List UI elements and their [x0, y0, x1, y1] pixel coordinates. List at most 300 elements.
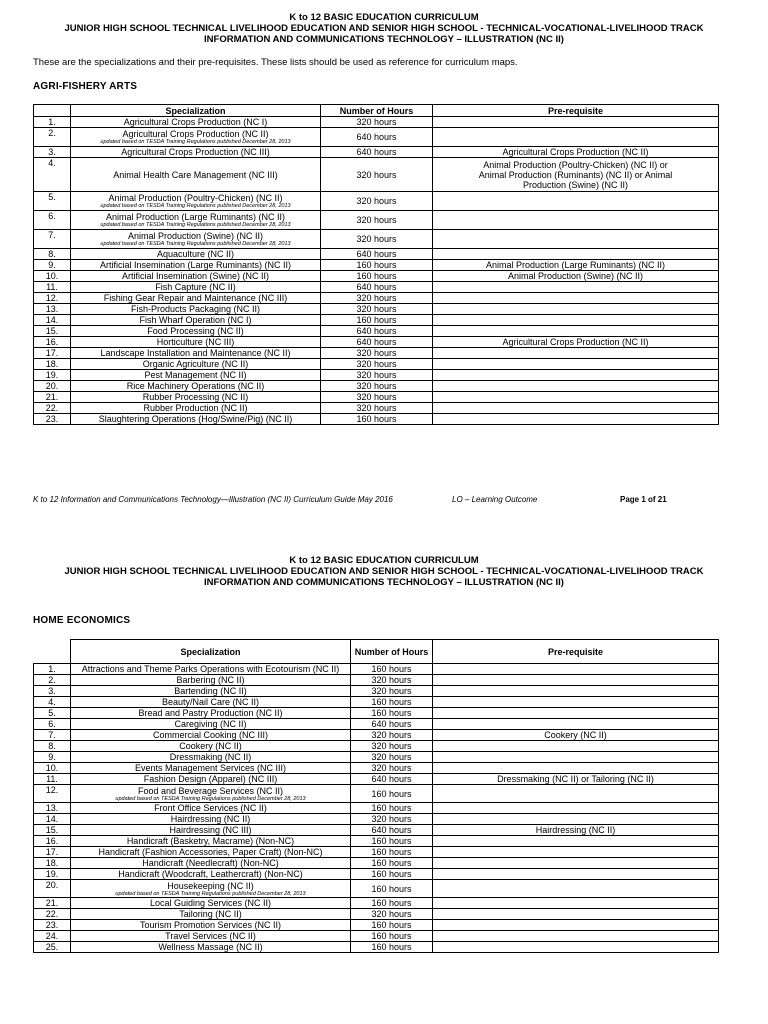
prerequisite-cell [433, 304, 719, 315]
specialization-cell [71, 752, 351, 763]
specialization-cell [71, 847, 351, 858]
update-note: updated based on TESDA Training Regulations published December 28, 2013 [115, 890, 306, 897]
hours-cell: 320 hours [351, 763, 433, 774]
prerequisite-cell [433, 814, 719, 825]
row-number: 9. [34, 260, 71, 271]
specialization-name: Events Management Services (NC III) [134, 763, 287, 773]
table-row [34, 359, 719, 370]
table-row [34, 293, 719, 304]
hours-cell: 160 hours [351, 697, 433, 708]
row-number: 24. [34, 931, 71, 942]
prerequisite-cell [433, 664, 719, 675]
hours-cell: 160 hours [321, 271, 433, 282]
table-header-specialization: Specialization [71, 640, 351, 664]
specialization-name: Attractions and Theme Parks Operations with Ecotourism (NC II) [81, 664, 340, 674]
hours-cell: 320 hours [321, 158, 433, 192]
row-number: 23. [34, 414, 71, 425]
prerequisite-cell [433, 869, 719, 880]
row-number: 4. [34, 697, 71, 708]
specialization-cell [71, 337, 321, 348]
prerequisite-cell [433, 708, 719, 719]
table-header-specialization: Specialization [71, 105, 321, 117]
specialization-name: Beauty/Nail Care (NC II) [161, 697, 260, 707]
hours-cell: 320 hours [321, 211, 433, 230]
table-row [34, 741, 719, 752]
update-note: updated based on TESDA Training Regulations published December 28, 2013 [115, 795, 306, 802]
specialization-name: Artificial Insemination (Swine) (NC II) [121, 271, 270, 281]
table-row [34, 158, 719, 192]
table-row [34, 337, 719, 348]
specialization-cell [71, 763, 351, 774]
specialization-name: Hairdressing (NC II) [170, 814, 251, 824]
table-header-prerequisite: Pre-requisite [433, 640, 719, 664]
hours-cell: 640 hours [351, 774, 433, 785]
table-row [34, 348, 719, 359]
row-number: 19. [34, 869, 71, 880]
table-row [34, 730, 719, 741]
table-row [34, 370, 719, 381]
specialization-name: Tourism Promotion Services (NC II) [139, 920, 282, 930]
hours-cell: 320 hours [321, 117, 433, 128]
specialization-cell [71, 686, 351, 697]
prerequisite-cell [433, 315, 719, 326]
specialization-name: Landscape Installation and Maintenance (NC II) [100, 348, 291, 358]
specialization-cell [71, 293, 321, 304]
specialization-cell [71, 697, 351, 708]
row-number: 15. [34, 326, 71, 337]
specialization-name: Food and Beverage Services (NC II) [137, 785, 284, 796]
specialization-cell [71, 117, 321, 128]
prerequisite-cell [433, 293, 719, 304]
row-number: 16. [34, 337, 71, 348]
specialization-name: Local Guiding Services (NC II) [149, 898, 272, 908]
row-number: 12. [34, 293, 71, 304]
header-line-3: INFORMATION AND COMMUNICATIONS TECHNOLOGY – ILLUSTRATION (NC II) [204, 577, 564, 588]
specialization-cell [71, 315, 321, 326]
specialization-name: Front Office Services (NC II) [154, 803, 267, 813]
row-number: 16. [34, 836, 71, 847]
specialization-cell [71, 825, 351, 836]
row-number: 14. [34, 814, 71, 825]
specialization-cell [71, 920, 351, 931]
table-row [34, 814, 719, 825]
specialization-cell [71, 858, 351, 869]
prerequisite-cell [433, 880, 719, 898]
specialization-name: Barbering (NC II) [176, 675, 245, 685]
row-number: 2. [34, 128, 71, 147]
table-row [34, 211, 719, 230]
hours-cell: 320 hours [321, 192, 433, 211]
specialization-cell [71, 128, 321, 147]
row-number: 5. [34, 192, 71, 211]
hours-cell: 320 hours [321, 304, 433, 315]
prerequisite-cell [433, 719, 719, 730]
hours-cell: 160 hours [351, 847, 433, 858]
specialization-cell [71, 211, 321, 230]
prerequisite-cell [433, 282, 719, 293]
row-number: 22. [34, 909, 71, 920]
table-row [34, 282, 719, 293]
specialization-name: Horticulture (NC III) [156, 337, 235, 347]
hours-cell: 160 hours [321, 315, 433, 326]
row-number: 8. [34, 741, 71, 752]
specialization-cell [71, 359, 321, 370]
hours-cell: 640 hours [351, 825, 433, 836]
row-number: 25. [34, 942, 71, 953]
specialization-cell [71, 880, 351, 898]
specialization-cell [71, 403, 321, 414]
table-row [34, 942, 719, 953]
prerequisite-cell [433, 326, 719, 337]
table-row [34, 381, 719, 392]
specialization-cell [71, 719, 351, 730]
table-row [34, 304, 719, 315]
row-number: 18. [34, 858, 71, 869]
table-row [34, 697, 719, 708]
specialization-name: Handicraft (Fashion Accessories, Paper Craft) (Non-NC) [98, 847, 323, 857]
row-number: 1. [34, 664, 71, 675]
home-economics-table [33, 639, 719, 953]
table-row [34, 803, 719, 814]
prerequisite-cell [433, 359, 719, 370]
specialization-name: Rice Machinery Operations (NC II) [126, 381, 265, 391]
header-line-2: JUNIOR HIGH SCHOOL TECHNICAL LIVELIHOOD EDUCATION AND SENIOR HIGH SCHOOL - TECHNICAL-VOCATIONAL-LIVELIHOOD TRACK [64, 23, 704, 34]
prerequisite-cell: Animal Production (Swine) (NC II) [433, 271, 719, 282]
row-number: 20. [34, 880, 71, 898]
specialization-name: Animal Production (Large Ruminants) (NC II) [105, 212, 286, 222]
specialization-name: Hairdressing (NC III) [169, 825, 252, 835]
page-header-2 [0, 555, 768, 588]
row-number: 15. [34, 825, 71, 836]
prerequisite-cell [433, 675, 719, 686]
prerequisite-cell [433, 392, 719, 403]
table-row [34, 719, 719, 730]
table-row [34, 403, 719, 414]
specialization-cell [71, 370, 321, 381]
row-number: 3. [34, 686, 71, 697]
row-number: 8. [34, 249, 71, 260]
footer-page-number: Page 1 of 21 [620, 495, 667, 504]
table-row [34, 392, 719, 403]
specialization-name: Slaughtering Operations (Hog/Swine/Pig) (NC II) [98, 414, 293, 424]
specialization-name: Pest Management (NC II) [144, 370, 247, 380]
specialization-cell [71, 304, 321, 315]
specialization-name: Organic Agriculture (NC II) [142, 359, 249, 369]
table-row [34, 785, 719, 803]
specialization-name: Artificial Insemination (Large Ruminants) (NC II) [99, 260, 292, 270]
specialization-name: Rubber Processing (NC II) [142, 392, 249, 402]
table-row [34, 825, 719, 836]
specialization-name: Fishing Gear Repair and Maintenance (NC III) [103, 293, 288, 303]
prerequisite-cell [433, 847, 719, 858]
table-row [34, 858, 719, 869]
specialization-name: Dressmaking (NC II) [169, 752, 252, 762]
prerequisite-cell [433, 741, 719, 752]
hours-cell: 320 hours [351, 909, 433, 920]
prerequisite-cell [433, 370, 719, 381]
table-row [34, 752, 719, 763]
prerequisite-cell [433, 931, 719, 942]
hours-cell: 320 hours [321, 230, 433, 249]
specialization-cell [71, 869, 351, 880]
prerequisite-cell [433, 211, 719, 230]
hours-cell: 320 hours [321, 293, 433, 304]
specialization-name: Animal Health Care Management (NC III) [113, 169, 278, 180]
table-row [34, 664, 719, 675]
update-note: updated based on TESDA Training Regulations published December 28, 2013 [100, 203, 291, 209]
table-row [34, 315, 719, 326]
prerequisite-cell: Agricultural Crops Production (NC II) [433, 147, 719, 158]
row-number: 10. [34, 763, 71, 774]
row-number: 19. [34, 370, 71, 381]
specialization-cell [71, 898, 351, 909]
specialization-name: Wellness Massage (NC II) [158, 942, 263, 952]
hours-cell: 640 hours [321, 128, 433, 147]
table-header-number [34, 640, 71, 664]
row-number: 17. [34, 847, 71, 858]
row-number: 10. [34, 271, 71, 282]
hours-cell: 640 hours [321, 249, 433, 260]
specialization-cell [71, 708, 351, 719]
hours-cell: 160 hours [351, 836, 433, 847]
table-row [34, 869, 719, 880]
row-number: 21. [34, 898, 71, 909]
prerequisite-cell [433, 697, 719, 708]
row-number: 14. [34, 315, 71, 326]
row-number: 18. [34, 359, 71, 370]
prerequisite-cell [433, 192, 719, 211]
specialization-cell [71, 803, 351, 814]
table-row [34, 909, 719, 920]
table-row [34, 230, 719, 249]
specialization-cell [71, 158, 321, 192]
specialization-cell [71, 230, 321, 249]
update-note: updated based on TESDA Training Regulations published December 28, 2013 [100, 241, 291, 247]
hours-cell: 320 hours [321, 359, 433, 370]
table-row [34, 260, 719, 271]
hours-cell: 320 hours [321, 403, 433, 414]
specialization-name: Handicraft (Basketry, Macrame) (Non-NC) [126, 836, 295, 846]
table-row [34, 847, 719, 858]
table-row [34, 836, 719, 847]
specialization-cell [71, 271, 321, 282]
hours-cell: 640 hours [351, 719, 433, 730]
specialization-name: Rubber Production (NC II) [143, 403, 248, 413]
prerequisite-cell [433, 249, 719, 260]
hours-cell: 320 hours [351, 814, 433, 825]
row-number: 3. [34, 147, 71, 158]
row-number: 9. [34, 752, 71, 763]
row-number: 20. [34, 381, 71, 392]
hours-cell: 160 hours [351, 803, 433, 814]
row-number: 11. [34, 774, 71, 785]
intro-text: These are the specializations and their pre-requisites. These lists should be used as reference for curriculum maps. [33, 57, 518, 68]
specialization-cell [71, 814, 351, 825]
footer-guide: K to 12 Information and Communications Technology—Illustration (NC II) Curriculum Guide May 2016 [33, 495, 393, 504]
table-row [34, 880, 719, 898]
hours-cell: 160 hours [321, 260, 433, 271]
table-header-number [34, 105, 71, 117]
specialization-cell [71, 785, 351, 803]
hours-cell: 160 hours [351, 880, 433, 898]
table-row [34, 128, 719, 147]
hours-cell: 320 hours [351, 752, 433, 763]
header-line-1: K to 12 BASIC EDUCATION CURRICULUM [289, 12, 479, 23]
prerequisite-cell [433, 348, 719, 359]
prerequisite-cell [433, 686, 719, 697]
hours-cell: 160 hours [351, 785, 433, 803]
hours-cell: 320 hours [351, 675, 433, 686]
specialization-name: Cookery (NC II) [179, 741, 242, 751]
prerequisite-cell [433, 763, 719, 774]
table-row [34, 192, 719, 211]
hours-cell: 160 hours [351, 931, 433, 942]
prerequisite-cell [433, 898, 719, 909]
section-title-agri: AGRI-FISHERY ARTS [33, 81, 138, 92]
hours-cell: 160 hours [351, 898, 433, 909]
specialization-cell [71, 909, 351, 920]
specialization-cell [71, 260, 321, 271]
specialization-cell [71, 836, 351, 847]
footer-lo: LO – Learning Outcome [452, 495, 538, 504]
prerequisite-cell [433, 858, 719, 869]
specialization-name: Aquaculture (NC II) [156, 249, 235, 259]
hours-cell: 160 hours [351, 708, 433, 719]
hours-cell: 160 hours [351, 858, 433, 869]
hours-cell: 320 hours [321, 381, 433, 392]
specialization-name: Food Processing (NC II) [147, 326, 244, 336]
row-number: 1. [34, 117, 71, 128]
table-row [34, 686, 719, 697]
table-row [34, 147, 719, 158]
prerequisite-cell [433, 403, 719, 414]
specialization-cell [71, 392, 321, 403]
prerequisite-cell [433, 836, 719, 847]
specialization-name: Bread and Pastry Production (NC II) [138, 708, 283, 718]
prerequisite-cell [433, 414, 719, 425]
hours-cell: 160 hours [351, 664, 433, 675]
table-row [34, 271, 719, 282]
prerequisite-cell: Animal Production (Poultry-Chicken) (NC II) or Animal Production (Ruminants) (NC II) or Animal Production (Swine) (NC II) [433, 158, 719, 192]
row-number: 5. [34, 708, 71, 719]
specialization-name: Fashion Design (Apparel) (NC III) [143, 774, 278, 784]
prerequisite-cell: Hairdressing (NC II) [433, 825, 719, 836]
row-number: 13. [34, 304, 71, 315]
table-row [34, 931, 719, 942]
hours-cell: 640 hours [321, 282, 433, 293]
table-row [34, 675, 719, 686]
prerequisite-cell: Agricultural Crops Production (NC II) [433, 337, 719, 348]
table-row [34, 326, 719, 337]
prerequisite-cell [433, 942, 719, 953]
table-row [34, 117, 719, 128]
specialization-name: Fish Capture (NC II) [155, 282, 236, 292]
specialization-cell [71, 326, 321, 337]
specialization-name: Agricultural Crops Production (NC II) [122, 129, 269, 139]
specialization-name: Commercial Cooking (NC III) [152, 730, 269, 740]
specialization-cell [71, 741, 351, 752]
prerequisite-cell: Animal Production (Large Ruminants) (NC II) [433, 260, 719, 271]
row-number: 23. [34, 920, 71, 931]
specialization-cell [71, 249, 321, 260]
hours-cell: 320 hours [321, 392, 433, 403]
specialization-cell [71, 414, 321, 425]
hours-cell: 640 hours [321, 147, 433, 158]
row-number: 7. [34, 230, 71, 249]
hours-cell: 320 hours [351, 741, 433, 752]
specialization-cell [71, 730, 351, 741]
prerequisite-cell [433, 381, 719, 392]
row-number: 17. [34, 348, 71, 359]
table-row [34, 708, 719, 719]
prerequisite-cell [433, 920, 719, 931]
hours-cell: 320 hours [321, 370, 433, 381]
hours-cell: 640 hours [321, 337, 433, 348]
update-note: updated based on TESDA Training Regulations published December 28, 2013 [100, 139, 291, 145]
row-number: 12. [34, 785, 71, 803]
row-number: 21. [34, 392, 71, 403]
specialization-name: Caregiving (NC II) [174, 719, 247, 729]
row-number: 13. [34, 803, 71, 814]
prerequisite-cell: Cookery (NC II) [433, 730, 719, 741]
header-line-1: K to 12 BASIC EDUCATION CURRICULUM [289, 555, 479, 566]
specialization-name: Agricultural Crops Production (NC I) [123, 117, 268, 127]
row-number: 6. [34, 211, 71, 230]
header-line-3: INFORMATION AND COMMUNICATIONS TECHNOLOGY – ILLUSTRATION (NC II) [204, 34, 564, 45]
specialization-name: Fish Wharf Operation (NC I) [139, 315, 252, 325]
header-line-2: JUNIOR HIGH SCHOOL TECHNICAL LIVELIHOOD EDUCATION AND SENIOR HIGH SCHOOL - TECHNICAL-VOCATIONAL-LIVELIHOOD TRACK [64, 566, 704, 577]
row-number: 2. [34, 675, 71, 686]
hours-cell: 640 hours [321, 326, 433, 337]
table-header-hours: Number of Hours [321, 105, 433, 117]
row-number: 7. [34, 730, 71, 741]
table-row [34, 249, 719, 260]
specialization-name: Tailoring (NC II) [179, 909, 242, 919]
update-note: updated based on TESDA Training Regulations published December 28, 2013 [100, 222, 291, 228]
specialization-name: Housekeeping (NC II) [167, 880, 254, 891]
prerequisite-cell [433, 785, 719, 803]
hours-cell: 160 hours [321, 414, 433, 425]
table-row [34, 414, 719, 425]
table-row [34, 774, 719, 785]
specialization-cell [71, 282, 321, 293]
specialization-cell [71, 381, 321, 392]
prerequisite-cell [433, 803, 719, 814]
specialization-name: Bartending (NC II) [174, 686, 247, 696]
specialization-cell [71, 931, 351, 942]
specialization-cell [71, 675, 351, 686]
prerequisite-cell [433, 128, 719, 147]
row-number: 22. [34, 403, 71, 414]
specialization-name: Handicraft (Woodcraft, Leathercraft) (Non-NC) [118, 869, 303, 879]
specialization-name: Handicraft (Needlecraft) (Non-NC) [142, 858, 279, 868]
hours-cell: 320 hours [351, 686, 433, 697]
table-row [34, 763, 719, 774]
prerequisite-cell [433, 230, 719, 249]
section-title-home: HOME ECONOMICS [33, 615, 131, 626]
specialization-name: Travel Services (NC II) [165, 931, 256, 941]
specialization-cell [71, 774, 351, 785]
hours-cell: 320 hours [321, 348, 433, 359]
table-row [34, 898, 719, 909]
specialization-name: Agricultural Crops Production (NC III) [121, 147, 270, 157]
hours-cell: 160 hours [351, 942, 433, 953]
specialization-name: Animal Production (Swine) (NC II) [127, 231, 264, 241]
row-number: 11. [34, 282, 71, 293]
table-header-prerequisite: Pre-requisite [433, 105, 719, 117]
hours-cell: 160 hours [351, 920, 433, 931]
table-row [34, 920, 719, 931]
